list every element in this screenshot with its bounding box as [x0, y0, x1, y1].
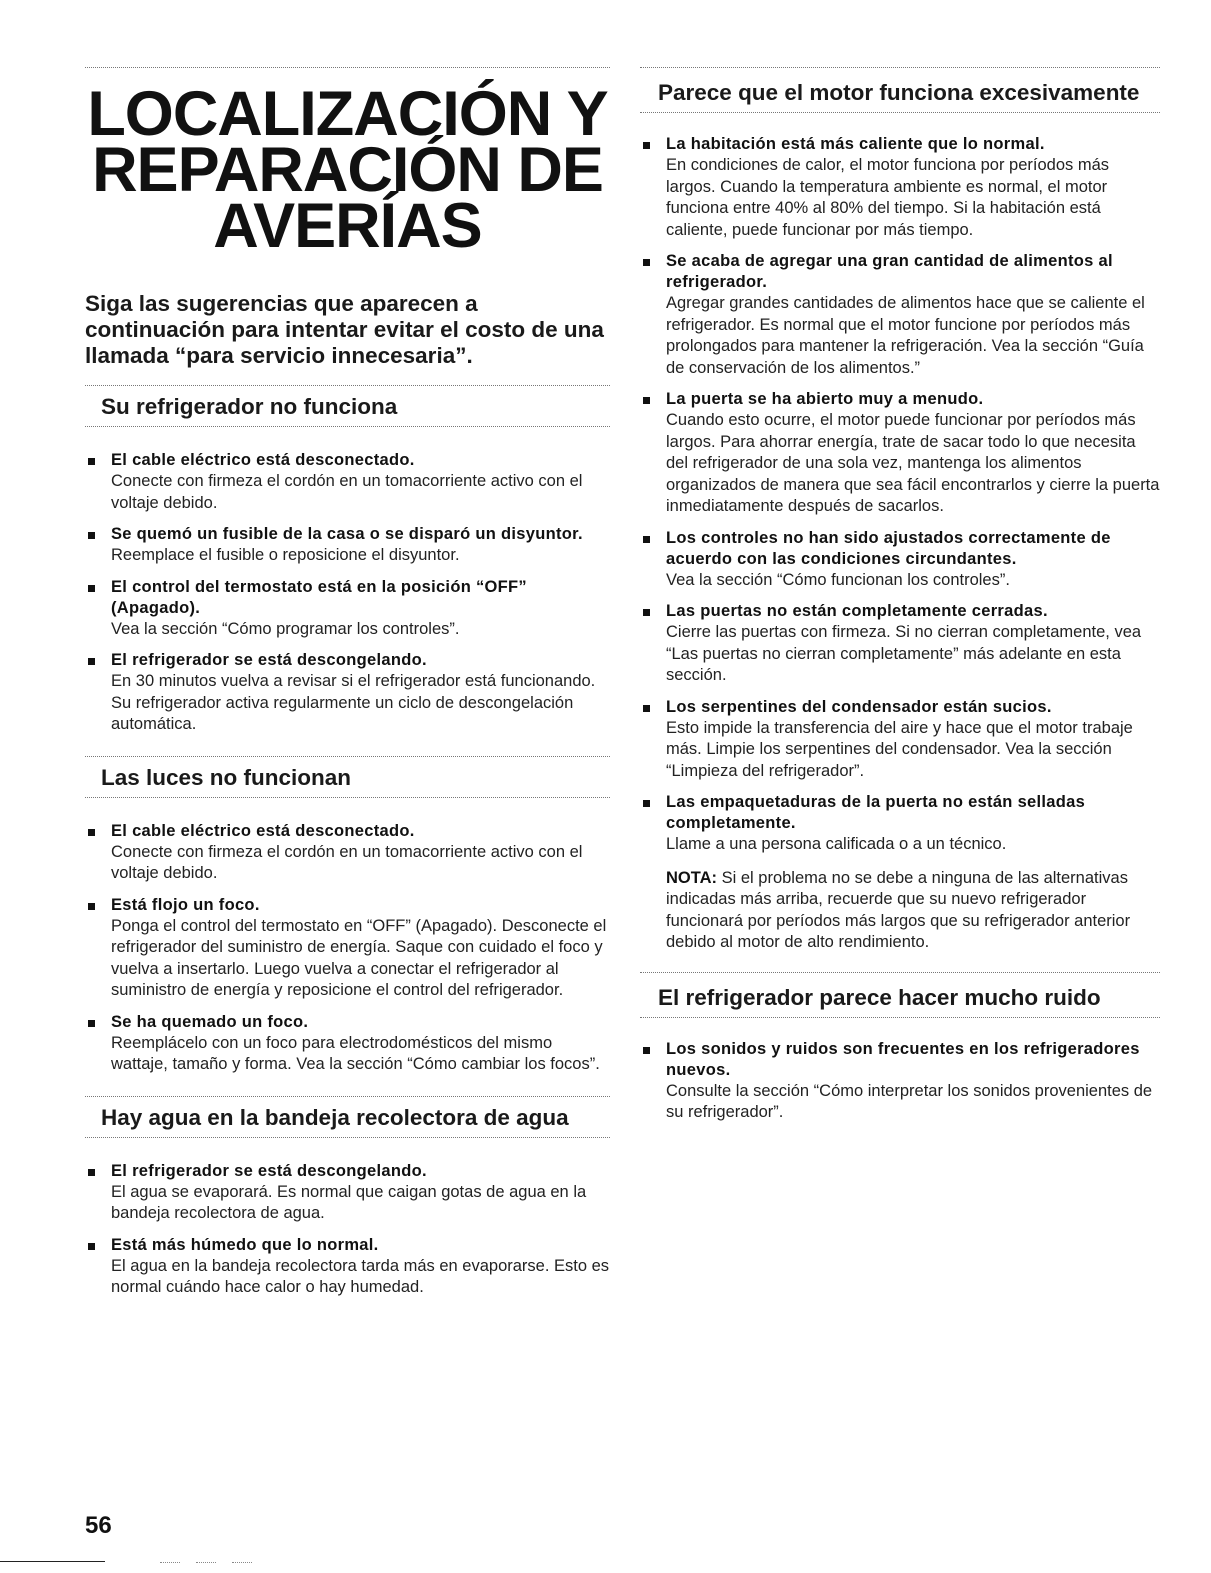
- item-body: Esto impide la transferencia del aire y hace que el motor trabaje más. Limpie los serpentines del condensador. Vea la sección “Limpieza del refrigerador”.: [666, 718, 1133, 780]
- item-body: Ponga el control del termostato en “OFF” (Apagado). Desconecte el refrigerador del suministro de energía. Saque con cuidado el foco y vuelva a insertarlo. Luego vuelva a conectar el refrigerador al suministro de energía y reposicione el control del refrigerador.: [111, 916, 607, 999]
- right-column: [640, 0, 1160, 1124]
- list-item: [85, 895, 610, 1002]
- rule: [640, 112, 1160, 113]
- item-body: Vea la sección “Cómo programar los controles”.: [111, 619, 460, 638]
- footer-mark: [160, 1562, 180, 1563]
- section-heading: Su refrigerador no funciona: [101, 394, 398, 419]
- item-body: Agregar grandes cantidades de alimentos hace que se caliente el refrigerador. Es normal que el motor funcione por períodos más prolongados para mantener la refrigeración. Vea la sección “Guía de conservación de los alimentos.”: [666, 294, 1145, 377]
- bullet-icon: [88, 1169, 95, 1176]
- item-title: El cable eléctrico está desconectado.: [111, 821, 415, 840]
- footer-rule: [0, 1561, 105, 1562]
- item-body: El agua se evaporará. Es normal que caigan gotas de agua en la bandeja recolectora de agua.: [111, 1182, 587, 1222]
- bullet-icon: [643, 800, 650, 807]
- item-title: Está flojo un foco.: [111, 895, 260, 914]
- rule: [640, 972, 1160, 973]
- bullet-icon: [88, 829, 95, 836]
- list-item: [640, 251, 1160, 379]
- item-title: El control del termostato está en la posición “OFF” (Apagado).: [111, 577, 527, 617]
- rule: [85, 1137, 610, 1138]
- note-text: Si el problema no se debe a ninguna de las alternativas indicadas más arriba, recuerde que su nuevo refrigerador funcionará por períodos más largos que su refrigerador anterior debido al motor de alto rendimiento.: [666, 868, 1131, 951]
- bullet-icon: [643, 397, 650, 404]
- note-paragraph: [640, 868, 1160, 954]
- list-item: [640, 792, 1160, 856]
- item-title: El cable eléctrico está desconectado.: [111, 451, 415, 469]
- list-item: [640, 601, 1160, 687]
- item-body: Vea la sección “Cómo funcionan los controles”.: [666, 570, 1010, 589]
- section-heading: Parece que el motor funciona excesivamente: [658, 80, 1140, 105]
- list-item: [85, 821, 610, 885]
- bullet-icon: [643, 142, 650, 149]
- section-heading: Las luces no funcionan: [101, 764, 352, 790]
- item-body: En 30 minutos vuelva a revisar si el refrigerador está funcionando. Su refrigerador activa regularmente un ciclo de descongelación automática.: [111, 672, 596, 733]
- section-heading: El refrigerador parece hacer mucho ruido: [658, 984, 1101, 1010]
- item-title: Los controles no han sido ajustados correctamente de acuerdo con las condiciones circundantes.: [666, 528, 1111, 568]
- item-title: Se quemó un fusible de la casa o se disparó un disyuntor.: [111, 525, 583, 543]
- bullet-icon: [88, 458, 95, 465]
- item-body: Cuando esto ocurre, el motor puede funcionar por períodos más largos. Para ahorrar energía, trate de sacar todo lo que necesita del refrigerador de una sola vez, mantenga los alimentos organizados de manera que sea fácil encontrarlos y cierre la puerta inmediatamente después de sacarlos.: [666, 411, 1160, 515]
- intro-text: Siga las sugerencias que aparecen a continuación para intentar evitar el costo de una llamada “para servicio innecesaria”.: [85, 291, 604, 368]
- item-title: Los sonidos y ruidos son frecuentes en los refrigeradores nuevos.: [666, 1039, 1140, 1079]
- bullet-icon: [88, 585, 95, 592]
- bullet-icon: [643, 536, 650, 543]
- page-title: [85, 79, 610, 261]
- bullet-icon: [88, 1020, 95, 1027]
- item-body: Llame a una persona calificada o a un técnico.: [666, 835, 1007, 853]
- list-item: [640, 134, 1160, 241]
- page-number: 56: [85, 1512, 112, 1539]
- list-item: [640, 389, 1160, 518]
- bullet-icon: [643, 705, 650, 712]
- list-item: [640, 697, 1160, 783]
- bullet-icon: [643, 1047, 650, 1054]
- title-line: LOCALIZACIÓN Y: [87, 79, 608, 149]
- rule: [640, 1017, 1160, 1018]
- item-body: Conecte con firmeza el cordón en un tomacorriente activo con el voltaje debido.: [111, 472, 583, 512]
- rule: [85, 797, 610, 798]
- list-item: [85, 1012, 610, 1076]
- list-item: [85, 650, 610, 736]
- bullet-icon: [88, 658, 95, 665]
- bullet-icon: [88, 532, 95, 539]
- list-item: [640, 528, 1160, 592]
- item-body: Reemplácelo con un foco para electrodomésticos del mismo wattaje, tamaño y forma. Vea la sección “Cómo cambiar los focos”.: [111, 1033, 600, 1073]
- title-line: REPARACIÓN DE: [92, 135, 603, 205]
- item-body: Consulte la sección “Cómo interpretar los sonidos provenientes de su refrigerador”.: [666, 1081, 1153, 1121]
- item-body: Reemplace el fusible o reposicione el disyuntor.: [111, 546, 460, 564]
- rule: [640, 67, 1160, 68]
- item-body: El agua en la bandeja recolectora tarda más en evaporarse. Esto es normal cuándo hace calor o hay humedad.: [111, 1256, 610, 1296]
- list-item: [85, 577, 610, 641]
- left-column: [85, 0, 610, 1299]
- item-body: En condiciones de calor, el motor funciona por períodos más largos. Cuando la temperatura ambiente es normal, el motor funciona entre 40% al 80% del tiempo. Si la habitación está caliente, puede funcionar por más tiempo.: [666, 156, 1110, 239]
- bullet-icon: [88, 1243, 95, 1250]
- bullet-icon: [88, 903, 95, 910]
- rule: [85, 385, 610, 386]
- note-label: NOTA:: [666, 868, 718, 887]
- item-title: Está más húmedo que lo normal.: [111, 1235, 379, 1254]
- item-title: El refrigerador se está descongelando.: [111, 1161, 427, 1180]
- footer-mark: [232, 1562, 252, 1563]
- bullet-icon: [643, 259, 650, 266]
- rule: [85, 426, 610, 427]
- footer-mark: [196, 1562, 216, 1563]
- item-title: Las empaquetaduras de la puerta no están selladas completamente.: [666, 793, 1086, 832]
- list-item: [85, 450, 610, 514]
- item-title: Se acaba de agregar una gran cantidad de alimentos al refrigerador.: [666, 252, 1113, 291]
- rule: [85, 67, 610, 68]
- item-body: Cierre las puertas con firmeza. Si no cierran completamente, vea “Las puertas no cierran completamente” más adelante en esta sección.: [666, 623, 1142, 684]
- rule: [85, 1096, 610, 1097]
- item-title: La habitación está más caliente que lo normal.: [666, 135, 1045, 153]
- item-title: Los serpentines del condensador están sucios.: [666, 697, 1052, 716]
- list-item: [85, 1161, 610, 1225]
- item-body: Conecte con firmeza el cordón en un tomacorriente activo con el voltaje debido.: [111, 842, 583, 882]
- list-item: [640, 1039, 1160, 1124]
- item-title: La puerta se ha abierto muy a menudo.: [666, 390, 984, 408]
- item-title: Se ha quemado un foco.: [111, 1012, 309, 1031]
- item-title: Las puertas no están completamente cerradas.: [666, 602, 1048, 620]
- rule: [85, 756, 610, 757]
- section-heading: Hay agua en la bandeja recolectora de agua: [101, 1104, 569, 1130]
- list-item: [85, 1235, 610, 1299]
- title-line: AVERÍAS: [213, 191, 482, 261]
- item-title: El refrigerador se está descongelando.: [111, 651, 427, 669]
- bullet-icon: [643, 609, 650, 616]
- list-item: [85, 524, 610, 567]
